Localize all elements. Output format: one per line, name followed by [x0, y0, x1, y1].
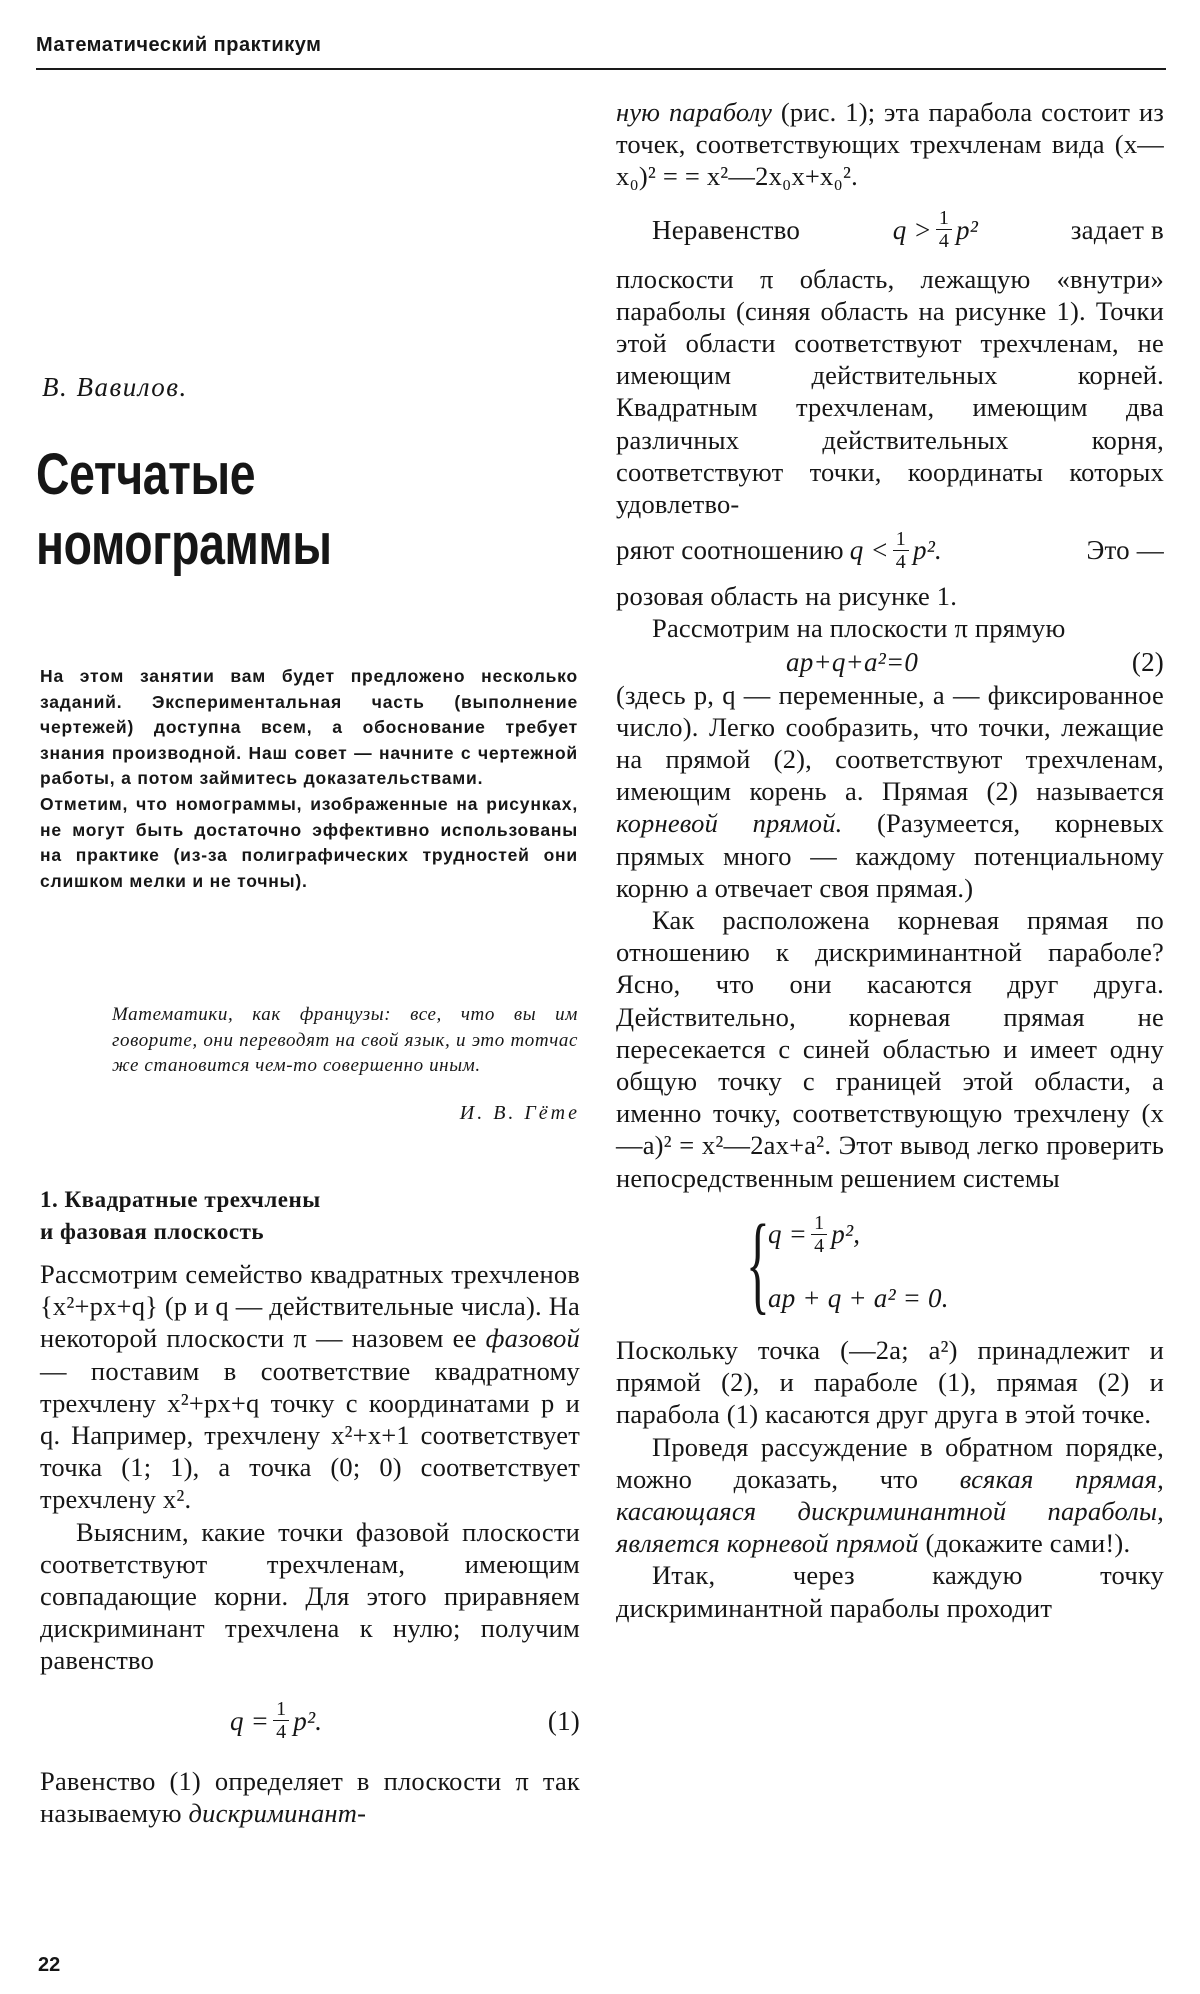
- text-run: Проведя рассуждение в обратном порядке, можно доказать, что: [616, 1431, 1164, 1494]
- right-paragraph-6: [616, 1431, 1164, 1560]
- relation-line: [616, 520, 1164, 580]
- article-author: В. Вавилов.: [42, 372, 188, 402]
- section-heading-line-2: и фазовая плоскость: [40, 1219, 265, 1244]
- text-run: Неравенство: [652, 214, 801, 245]
- equation-1: [230, 1685, 580, 1757]
- text-run: (рис. 1); эта парабола состоит из точек, соответствующих трехчленам вида (x—x₀)² = = x²—2x₀x+x₀².: [616, 97, 1165, 192]
- text-run: (докажите сами!).: [918, 1528, 1131, 1559]
- epigraph-text: Математики, как французы: все, что вы им говорите, они переводят на свой язык, и это тотчас же становится чем-то совершенно иным.: [112, 1004, 578, 1076]
- title-line-1: Сетчатые: [36, 442, 256, 507]
- text-run: Это —: [1086, 535, 1164, 566]
- emphasis: всякая прямая, касающаяся дискриминантной параболы, является корневой прямой: [616, 1463, 1164, 1559]
- denominator: 4: [814, 1234, 825, 1257]
- right-paragraph-4: Как расположена корневая прямая по отношению к дискриминантной параболе? Ясно, что они касаются друг друга. Действительно, корневая прямая не пересекается с синей областью и имеет одну общую точку с границей этой области, а именно точку, соответствующую трехчлену (x—a)² = x²—2ax+a². Этот вывод легко проверить непосредственным решением системы: [616, 905, 1164, 1193]
- running-header: Математический практикум: [36, 34, 322, 56]
- text-run: задает в: [1070, 214, 1164, 245]
- right-column: [616, 96, 1164, 1624]
- emphasis: ную параболу: [616, 97, 773, 127]
- rel-lhs: q <: [849, 535, 889, 566]
- numerator: 1: [936, 207, 952, 230]
- emphasis: корневой прямой.: [616, 808, 843, 839]
- equation-2: [616, 645, 1164, 679]
- right-paragraph-5: Поскольку точка (—2a; a²) принадлежит и прямой (2), и параболе (1), прямая (2) и парабола (1) касаются друг друга в этой точке.: [616, 1334, 1164, 1430]
- numerator: 1: [273, 1698, 289, 1721]
- intro-block: [40, 664, 578, 894]
- system-line-1: [768, 1212, 860, 1257]
- eq-lhs: q =: [230, 1705, 270, 1736]
- emphasis: дискриминант-: [188, 1797, 367, 1828]
- fraction: [936, 207, 952, 252]
- denominator: 4: [938, 230, 950, 253]
- ineq-rhs: p²: [956, 214, 979, 245]
- inequality-line: [616, 197, 1164, 263]
- relation: [850, 528, 942, 573]
- epigraph-author: И. В. Гёте: [459, 1102, 580, 1124]
- equation-number: (1): [547, 1705, 580, 1736]
- left-column: [40, 1258, 580, 1829]
- text-run: — поставим в соответствие квадратному трехчлену x²+px+q точку с координатами p и q. Например, трехчлену x²+x+1 соответствует точка (1; 1), а точка (0; 0) соответствует трехчлену x².: [40, 1355, 580, 1515]
- ineq-lhs: q >: [892, 214, 932, 245]
- denominator: 4: [895, 550, 906, 573]
- eq-rhs: p².: [293, 1705, 323, 1736]
- article-title: [36, 440, 468, 580]
- right-paragraph-7: Итак, через каждую точку дискриминантной параболы проходит: [616, 1560, 1164, 1623]
- text-run: (Разумеется, корневых прямых много — каждому потенциальному корню a отвечает своя прямая.): [616, 808, 1164, 903]
- right-paragraph-1: плоскости π область, лежащую «внутри» параболы (синяя область на рисунке 1). Точки этой области соответствуют трехчленам, не имеющим действительных корней. Квадратным трехчленам, имеющим два различных действительных корня, соответствуют точки, координаты которых удовлетво-: [616, 263, 1164, 520]
- title-line-2: номограммы: [36, 512, 332, 577]
- section-heading-line-1: 1. Квадратные трехчлены: [40, 1187, 321, 1212]
- left-paragraph-3: [40, 1765, 580, 1829]
- right-paragraph-2: Рассмотрим на плоскости π прямую: [652, 613, 1066, 644]
- system-line-2: ap + q + a² = 0.: [768, 1282, 949, 1313]
- text-run: Равенство (1) определяет в плоскости π так называемую: [40, 1765, 580, 1828]
- intro-paragraph-1: На этом занятии вам будет предложено несколько заданий. Экспериментальная часть (выполнение чертежей) доступна всем, а обоснование требует знания производной. Наш совет — начните с чертежной работы, а потом займитесь доказательствами.: [40, 666, 578, 789]
- header-rule: [36, 68, 1166, 70]
- numerator: 1: [811, 1212, 827, 1235]
- page-number: 22: [38, 1954, 61, 1976]
- eq-body: ap+q+a²=0: [786, 646, 919, 677]
- brace-symbol: {: [746, 1201, 770, 1324]
- text-run: (здесь p, q — переменные, a — фиксированное число). Легко сообразить, что точки, лежащие на прямой (2), соответствуют трехчленам, имеющим корень a. Прямая (2) называется: [616, 679, 1164, 807]
- fraction: [273, 1698, 289, 1743]
- text-run: Рассмотрим семейство квадратных трехчленов {x²+px+q} (p и q — действительные числа). На некоторой плоскости π — назовем ее: [40, 1259, 580, 1354]
- epigraph: [112, 1002, 578, 1079]
- eq-lhs: q =: [768, 1219, 808, 1250]
- fraction: [893, 528, 909, 573]
- right-paragraph-1-end: розовая область на рисунке 1.: [616, 581, 958, 612]
- denominator: 4: [276, 1721, 287, 1744]
- left-paragraph-2: Выясним, какие точки фазовой плоскости соответствуют трехчленам, имеющим совпадающие корни. Для этого приравняем дискриминант трехчлена к нулю; получим равенство: [40, 1516, 580, 1676]
- inequality: [893, 207, 978, 252]
- left-paragraph-1: [40, 1258, 580, 1516]
- intro-paragraph-2: Отметим, что номограммы, изображенные на рисунках, не могут быть достаточно эффективно использованы на практике (из-за полиграфических трудностей они слишком мелки и не точны).: [40, 793, 578, 891]
- numerator: 1: [893, 528, 909, 551]
- emphasis: фазовой: [485, 1323, 580, 1354]
- eq-rhs: p²,: [831, 1219, 861, 1250]
- section-heading: [40, 1184, 560, 1248]
- text-run: ряют соотношению: [616, 535, 844, 566]
- equation-number: (2): [1131, 646, 1164, 677]
- rel-rhs: p².: [913, 535, 942, 566]
- equation-system: [746, 1201, 1164, 1324]
- right-paragraph-0: [616, 96, 1164, 193]
- fraction: [811, 1212, 827, 1257]
- right-paragraph-3: [616, 679, 1164, 904]
